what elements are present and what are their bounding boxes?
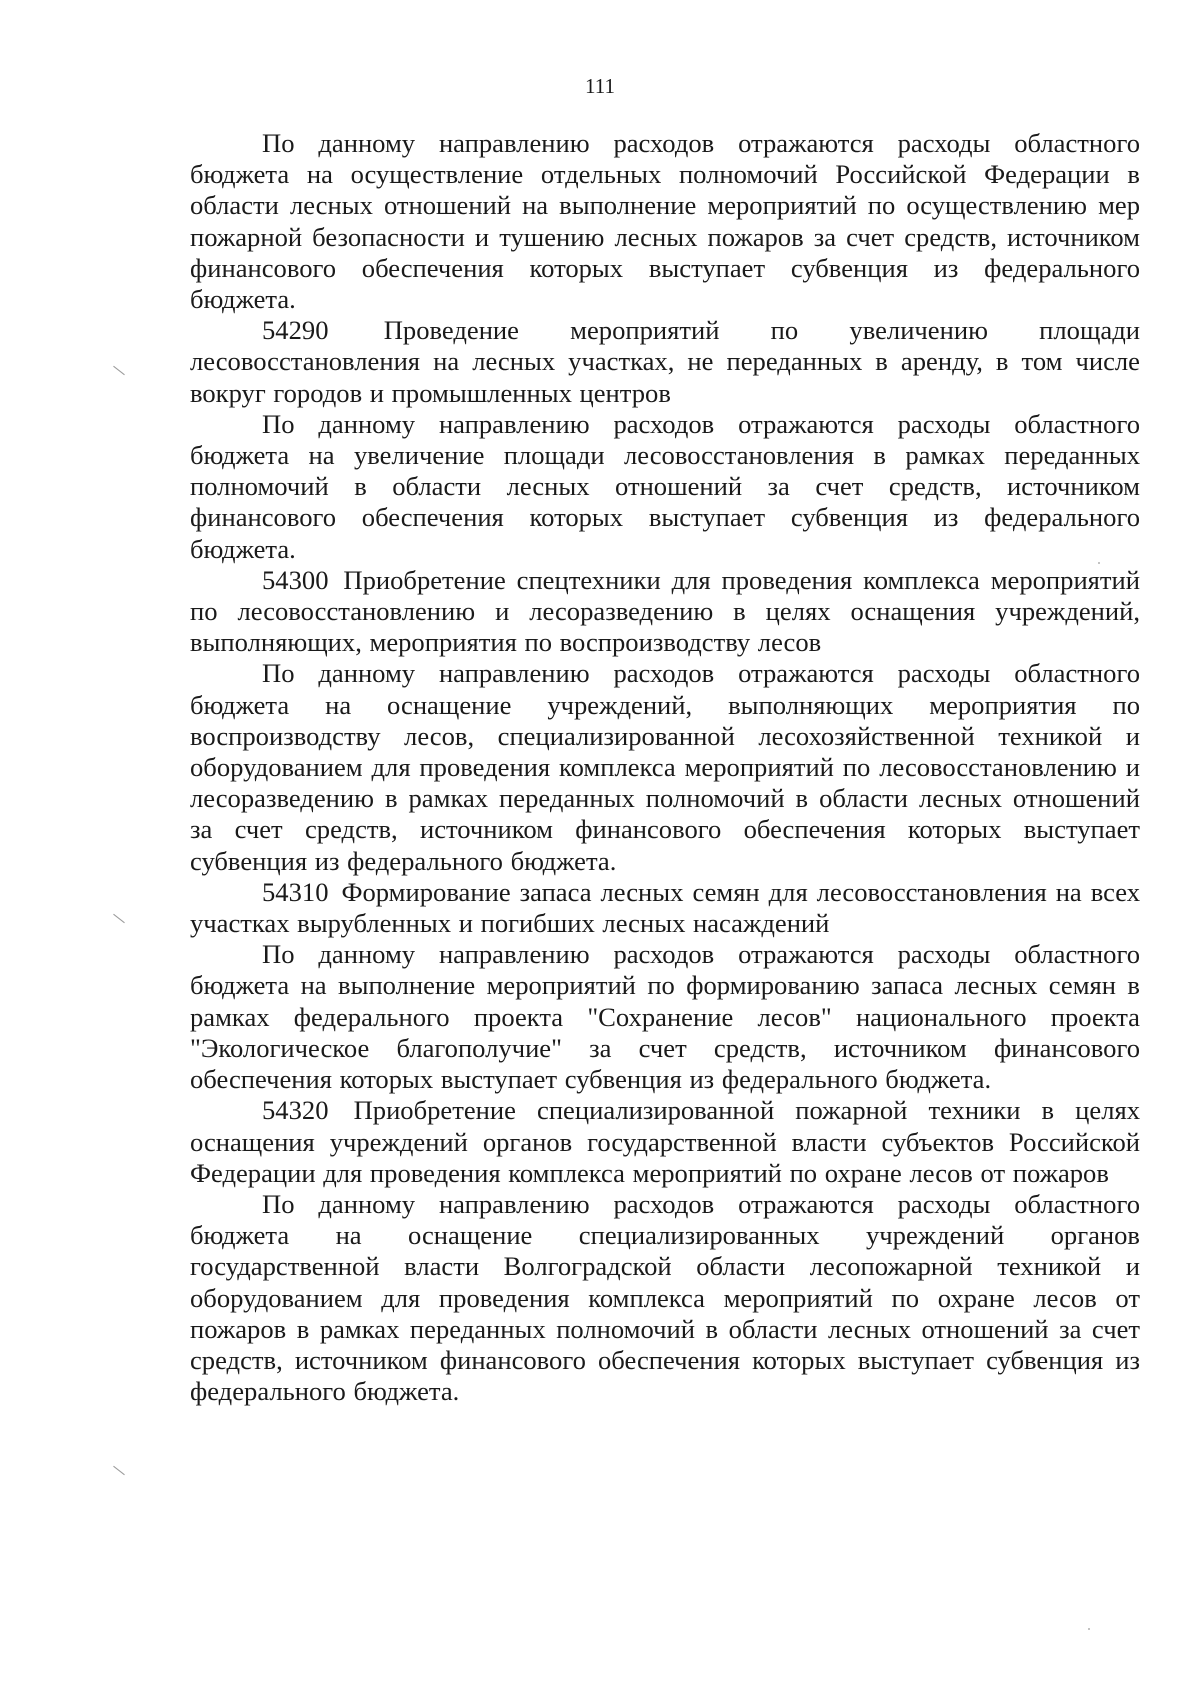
paragraph-expense-item: [190, 877, 1140, 939]
scan-artifact: [113, 914, 125, 923]
paragraph-text: По данному направлению расходов отражаются расходы областного бюджета на оснащение специализированных учреждений органов государственной власти Волгоградской области лесопожарной техникой и оборудованием для проведения комплекса мероприятий по охране лесов от пожаров в рамках переданных полномочий в области лесных отношений за счет средств, источником финансового обеспечения которых выступает субвенция из федерального бюджета.: [190, 1188, 1140, 1407]
paragraph-expense-item: [190, 565, 1140, 659]
expense-title: Проведение мероприятий по увеличению площади лесовосстановления на лесных участках, не переданных в аренду, в том числе вокруг городов и промышленных центров: [190, 315, 1140, 408]
paragraph-expense-item: [190, 1095, 1140, 1189]
paragraph-description: [190, 128, 1140, 315]
paragraph-description: [190, 409, 1140, 565]
paragraph-text: По данному направлению расходов отражаются расходы областного бюджета на оснащение учреждений, выполняющих мероприятия по воспроизводству лесов, специализированной лесохозяйственной техникой и оборудованием для проведения комплекса мероприятий по лесовосстановлению и лесоразведению в рамках переданных полномочий в области лесных отношений за счет средств, источником финансового обеспечения которых выступает субвенция из федерального бюджета.: [190, 658, 1140, 876]
expense-code: 54320: [262, 1095, 329, 1126]
paragraph-description: [190, 1189, 1140, 1407]
expense-code: 54300: [262, 564, 329, 595]
paragraph-description: [190, 658, 1140, 876]
scan-artifact: [113, 366, 125, 375]
scan-artifact: [1088, 1628, 1090, 1630]
expense-title: Формирование запаса лесных семян для лесовосстановления на всех участках вырубленных и погибших лесных насаждений: [190, 876, 1141, 939]
paragraph-text: По данному направлению расходов отражаются расходы областного бюджета на увеличение площади лесовосстановления в рамках переданных полномочий в области лесных отношений за счет средств, источником финансового обеспечения которых выступает субвенция из федерального бюджета.: [190, 408, 1140, 564]
paragraph-text: По данному направлению расходов отражаются расходы областного бюджета на осуществление отдельных полномочий Российской Федерации в области лесных отношений на выполнение мероприятий по осуществлению мер пожарной безопасности и тушению лесных пожаров за счет средств, источником финансового обеспечения которых выступает субвенция из федерального бюджета.: [190, 128, 1140, 315]
scan-artifact: [1098, 562, 1100, 564]
scan-artifact: [113, 1466, 125, 1475]
page-number: 111: [585, 74, 615, 98]
expense-code: 54290: [262, 315, 329, 346]
expense-title: Приобретение специализированной пожарной техники в целях оснащения учреждений органов государственной власти субъектов Российской Федерации для проведения комплекса мероприятий по охране лесов от пожаров: [190, 1095, 1140, 1188]
paragraph-description: [190, 939, 1140, 1095]
expense-title: Приобретение спецтехники для проведения комплекса мероприятий по лесовосстановлению и лесоразведению в целях оснащения учреждений, выполняющих, мероприятия по воспроизводству лесов: [190, 564, 1141, 658]
paragraph-text: По данному направлению расходов отражаются расходы областного бюджета на выполнение мероприятий по формированию запаса лесных семян в рамках федерального проекта "Сохранение лесов" национального проекта "Экологическое благополучие" за счет средств, источником финансового обеспечения которых выступает субвенция из федерального бюджета.: [190, 939, 1140, 1095]
document-body: [190, 128, 1140, 1407]
paragraph-expense-item: [190, 315, 1140, 409]
expense-code: 54310: [262, 876, 329, 907]
